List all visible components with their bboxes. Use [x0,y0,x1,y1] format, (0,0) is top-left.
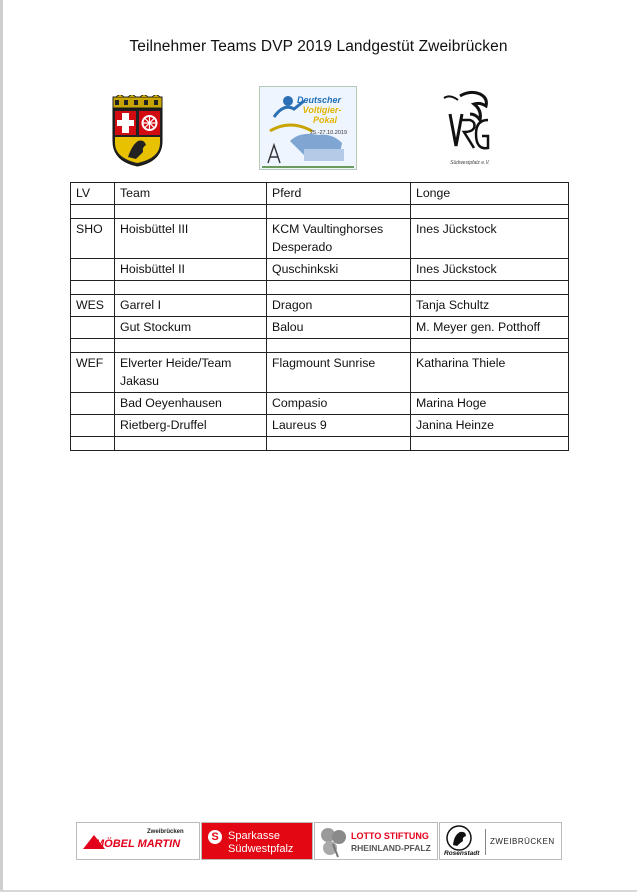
table-cell [71,205,115,219]
table-header-row [71,183,569,205]
table-cell [267,437,411,451]
participants-table [70,182,569,451]
dvp-title-line2: Voltigier- [302,105,342,115]
dvp-title-line3: Pokal [312,115,337,125]
table-row-empty [71,281,569,295]
cell-longe: Ines Jückstock [411,219,569,259]
table-cell [71,339,115,353]
cell-lv [71,259,115,281]
column-header-team: Team [115,183,267,205]
sparkasse-suedwestpfalz-logo [201,822,313,860]
sparkasse-line1: Sparkasse [228,830,280,842]
cell-lv [71,393,115,415]
column-header-lv: LV [71,183,115,205]
moebel-name-text: MÖBEL MARTIN [95,838,181,850]
rheinland-pfalz-coat-of-arms-logo [110,95,165,167]
cell-pferd: Dragon [267,295,411,317]
cell-pferd: Laureus 9 [267,415,411,437]
cell-longe: M. Meyer gen. Potthoff [411,317,569,339]
table-row-empty [71,205,569,219]
moebel-small-text: Zweibrücken [147,829,184,835]
column-header-longe: Longe [411,183,569,205]
dvp-date: 25.-27.10.2019 [310,130,348,136]
cell-pferd: Flagmount Sunrise [267,353,411,393]
cell-longe: Ines Jückstock [411,259,569,281]
cell-longe: Tanja Schultz [411,295,569,317]
cell-team: Hoisbüttel II [115,259,267,281]
cell-longe: Janina Heinze [411,415,569,437]
rosen-divider [485,829,486,855]
table-row-empty [71,339,569,353]
rosen-line2: ZWEIBRÜCKEN [490,837,555,846]
page-title: Teilnehmer Teams DVP 2019 Landgestüt Zweibrücken [129,38,508,55]
deutscher-voltigier-pokal-logo [259,86,357,170]
cell-longe: Marina Hoge [411,393,569,415]
sparkasse-s-icon: S [208,830,222,844]
cell-pferd: Quschinkski [267,259,411,281]
table-row [71,295,569,317]
table-cell [115,205,267,219]
cell-lv [71,415,115,437]
table-row [71,415,569,437]
cell-longe: Katharina Thiele [411,353,569,393]
table-cell [411,339,569,353]
table-cell [115,281,267,295]
table-row-empty [71,437,569,451]
table-cell [71,281,115,295]
table-cell [71,437,115,451]
dvp-title-text [260,95,356,125]
cell-team: Gut Stockum [115,317,267,339]
rosenstadt-zweibruecken-logo [439,822,562,860]
lotto-line1: LOTTO STIFTUNG [351,831,429,841]
cell-lv: WES [71,295,115,317]
column-header-pferd: Pferd [267,183,411,205]
table-cell [115,339,267,353]
cell-pferd: Compasio [267,393,411,415]
dvp-title-line1: Deutscher [296,95,341,105]
table-row [71,393,569,415]
table-row [71,219,569,259]
cell-lv: WEF [71,353,115,393]
cell-team: Garrel I [115,295,267,317]
vrg-horse-logo [440,90,495,164]
cell-lv [71,317,115,339]
table-cell [411,281,569,295]
cell-team: Hoisbüttel III [115,219,267,259]
table-cell [267,205,411,219]
sparkasse-line2: Südwestpfalz [228,843,294,855]
moebel-martin-logo [76,822,200,860]
table-row [71,259,569,281]
cell-pferd: KCM Vaultinghorses Desperado [267,219,411,259]
vrg-caption: Südwestpfalz e.V. [450,160,490,166]
table-cell [267,339,411,353]
table-cell [411,205,569,219]
sponsor-bar [76,822,562,860]
cell-pferd: Balou [267,317,411,339]
table-cell [267,281,411,295]
cell-team: Bad Oeyenhausen [115,393,267,415]
cell-team: Rietberg-Druffel [115,415,267,437]
cell-team: Elverter Heide/Team Jakasu [115,353,267,393]
table-cell [411,437,569,451]
table-cell [115,437,267,451]
table-row [71,317,569,339]
table-row [71,353,569,393]
lotto-line2: RHEINLAND-PFALZ [351,843,431,853]
page-left-edge [0,0,3,892]
rosen-line1: Rosenstadt [444,850,480,857]
cell-lv: SHO [71,219,115,259]
lotto-stiftung-logo [314,822,438,860]
